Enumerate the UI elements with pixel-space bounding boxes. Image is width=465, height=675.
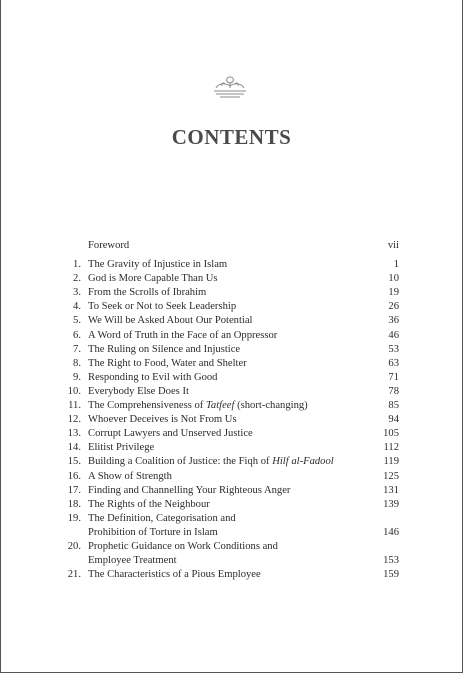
toc-entry[interactable]: [59, 357, 399, 371]
toc-title-italic: Tatfeef: [205, 400, 235, 412]
toc-title: A Word of Truth in the Face of an Oppressor: [88, 329, 278, 341]
toc-title: [88, 455, 359, 469]
toc-title: The Rights of the Neighbour: [88, 498, 210, 510]
toc-title: Responding to Evil with Good: [88, 371, 218, 383]
toc-entry[interactable]: [59, 498, 399, 512]
toc-title: A Show of Strength: [88, 470, 172, 482]
toc-number: 21.: [67, 569, 81, 581]
toc-title: Everybody Else Does It: [88, 385, 189, 397]
toc-entry[interactable]: [59, 300, 399, 314]
toc-title: The Gravity of Injustice in Islam: [88, 259, 228, 271]
toc-title: Prophetic Guidance on Work Conditions and: [88, 540, 278, 552]
toc-title-part: (short-changing): [234, 400, 308, 412]
toc-page-number: 146: [383, 526, 399, 538]
toc-entry[interactable]: [59, 385, 399, 399]
toc-page-number: 1: [393, 259, 399, 271]
toc-title: [88, 399, 359, 413]
toc-entry[interactable]: [59, 258, 399, 272]
toc-title: To Seek or Not to Seek Leadership: [88, 301, 237, 313]
toc-title: Corrupt Lawyers and Unserved Justice: [88, 428, 253, 440]
toc-entry[interactable]: [59, 526, 399, 540]
toc-title: Elitist Privilege: [88, 442, 155, 454]
toc-page-number: 119: [383, 456, 399, 468]
toc-number: 5.: [73, 315, 81, 327]
toc-entry[interactable]: [59, 371, 399, 385]
toc-number: 1.: [73, 259, 81, 271]
toc-number: 15.: [67, 456, 81, 468]
toc-entry[interactable]: [59, 455, 399, 469]
toc-entry[interactable]: [59, 441, 399, 455]
toc-title: From the Scrolls of Ibrahim: [88, 287, 207, 299]
toc-number: 14.: [67, 442, 81, 454]
toc-number: 17.: [67, 484, 81, 496]
toc-page-number: 63: [388, 357, 399, 369]
toc-entry[interactable]: [59, 329, 399, 343]
toc-number: 8.: [73, 357, 81, 369]
toc-title: Whoever Deceives is Not From Us: [88, 414, 237, 426]
toc-entry[interactable]: [59, 427, 399, 441]
toc-page-number: 112: [383, 442, 399, 454]
toc-number: 16.: [67, 470, 81, 482]
toc-entry[interactable]: [59, 413, 399, 427]
toc-entry[interactable]: [59, 568, 399, 582]
toc-title: We Will be Asked About Our Potential: [88, 315, 253, 327]
toc-title-part: The Comprehensiveness of: [88, 400, 206, 412]
toc-page-number: 159: [383, 569, 399, 581]
toc-title: The Right to Food, Water and Shelter: [88, 357, 247, 369]
toc-title: God is More Capable Than Us: [88, 273, 218, 285]
toc-number: 10.: [67, 385, 81, 397]
floral-ornament-icon: [212, 74, 248, 98]
toc-number: 19.: [67, 512, 81, 524]
toc-page-number: 85: [388, 400, 399, 412]
toc-entry[interactable]: [59, 540, 399, 554]
table-of-contents: [59, 239, 399, 582]
toc-entry[interactable]: [59, 554, 399, 568]
toc-page-number: 131: [383, 484, 399, 496]
toc-title: The Ruling on Silence and Injustice: [88, 343, 241, 355]
toc-title-italic: Hilf al-Fadool: [272, 456, 334, 468]
toc-number: 2.: [73, 273, 81, 285]
toc-number: 13.: [67, 428, 81, 440]
toc-title: Employee Treatment: [88, 555, 177, 567]
toc-number: 11.: [68, 400, 81, 412]
toc-entry[interactable]: [59, 399, 399, 413]
toc-title: The Characteristics of a Pious Employee: [88, 569, 261, 581]
toc-number: 6.: [73, 329, 81, 341]
toc-number: 18.: [67, 498, 81, 510]
toc-page-number: 19: [388, 287, 399, 299]
toc-entry[interactable]: [59, 484, 399, 498]
toc-page-number: 71: [388, 371, 399, 383]
toc-entry[interactable]: [59, 512, 399, 526]
toc-number: 20.: [67, 540, 81, 552]
toc-page-number: 36: [388, 315, 399, 327]
toc-entry[interactable]: [59, 343, 399, 357]
toc-number: 12.: [67, 414, 81, 426]
toc-entry[interactable]: [59, 314, 399, 328]
toc-page-number: 26: [388, 301, 399, 313]
page-title: CONTENTS: [171, 125, 292, 149]
toc-number: 4.: [73, 301, 81, 313]
toc-page-number: 105: [383, 428, 399, 440]
toc-page-number: 139: [383, 498, 399, 510]
toc-number: 9.: [73, 371, 81, 383]
toc-title: The Definition, Categorisation and: [88, 512, 236, 524]
toc-page-number: 78: [388, 385, 399, 397]
toc-page-number: 46: [388, 329, 399, 341]
toc-number: 7.: [73, 343, 81, 355]
toc-title-part: Building a Coalition of Justice: the Fiqh of: [88, 456, 273, 468]
toc-page-number: 153: [383, 555, 399, 567]
toc-page-number: 10: [388, 273, 399, 285]
toc-page-number: 94: [388, 414, 399, 426]
toc-page-number: 125: [383, 470, 399, 482]
toc-entry[interactable]: [59, 272, 399, 286]
toc-entry[interactable]: [59, 286, 399, 300]
toc-page-number: vii: [387, 240, 399, 251]
toc-entry-foreword[interactable]: [59, 239, 399, 253]
toc-title: Prohibition of Torture in Islam: [88, 526, 218, 538]
toc-title: Foreword: [88, 240, 130, 251]
toc-entry[interactable]: [59, 470, 399, 484]
toc-number: 3.: [73, 287, 81, 299]
toc-title: Finding and Channelling Your Righteous Anger: [88, 484, 291, 496]
toc-page-number: 53: [388, 343, 399, 355]
